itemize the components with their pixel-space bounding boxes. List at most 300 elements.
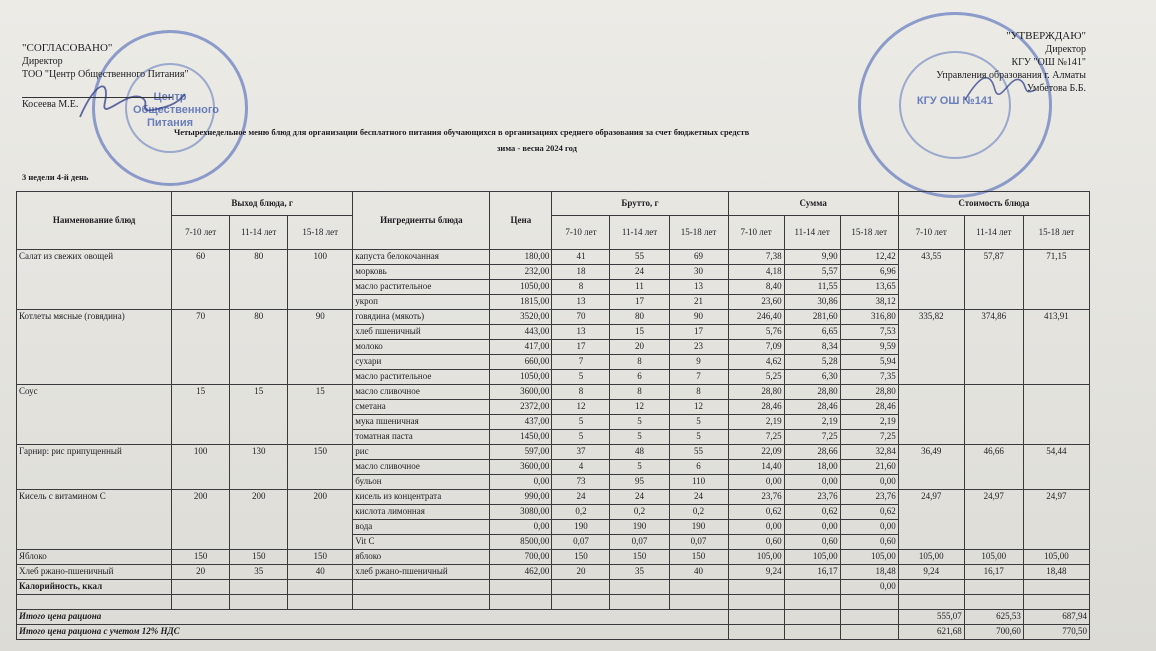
approval-right: [936, 30, 1086, 95]
total_vat-value: 770,50: [1023, 625, 1089, 640]
ingredient-sum: 38,12: [840, 295, 898, 310]
ingredient-name: вода: [353, 520, 490, 535]
ingredient-name: масло сливочное: [353, 460, 490, 475]
ingredient-sum: 0,00: [784, 475, 840, 490]
col-dish: Наименование блюд: [17, 192, 172, 250]
ingredient-sum: 105,00: [840, 550, 898, 565]
ingredient-brutto: 4: [552, 460, 610, 475]
dish-output: 130: [230, 445, 288, 490]
ingredient-sum: 12,42: [840, 250, 898, 265]
ingredient-price: 1050,00: [490, 280, 552, 295]
ingredient-brutto: 6: [669, 460, 728, 475]
dish-cost: 16,17: [964, 565, 1023, 580]
age-header-age1: 7-10 лет: [552, 216, 610, 250]
ingredient-brutto: 17: [669, 325, 728, 340]
ingredient-sum: 6,65: [784, 325, 840, 340]
ingredient-sum: 18,00: [784, 460, 840, 475]
ingredient-name: морковь: [353, 265, 490, 280]
empty-cell: [490, 595, 552, 610]
ingredient-brutto: 5: [669, 415, 728, 430]
left-org: ТОО "Центр Общественного Питания": [22, 69, 189, 80]
ingredient-brutto: 13: [669, 280, 728, 295]
ingredient-sum: 0,00: [728, 520, 784, 535]
ingredient-sum: 6,30: [784, 370, 840, 385]
dish-output: 100: [172, 445, 230, 490]
ingredient-name: кисель из концентрата: [353, 490, 490, 505]
dish-cost: 105,00: [898, 550, 964, 565]
ingredient-brutto: 0,07: [552, 535, 610, 550]
empty-cell: [898, 595, 964, 610]
ingredient-brutto: 12: [669, 400, 728, 415]
ingredient-brutto: 190: [610, 520, 669, 535]
col-price: Цена: [490, 192, 552, 250]
ingredient-sum: 28,46: [784, 400, 840, 415]
dish-output: 90: [288, 310, 353, 385]
ingredient-name: говядина (мякоть): [353, 310, 490, 325]
dish-name: Гарнир: рис припущенный: [17, 445, 172, 490]
ingredient-brutto: 5: [610, 460, 669, 475]
ingredient-brutto: 8: [552, 280, 610, 295]
ingredient-price: 2372,00: [490, 400, 552, 415]
ingredient-sum: 7,25: [784, 430, 840, 445]
menu-subtitle: зима - весна 2024 год: [497, 143, 577, 153]
menu-table: [16, 191, 1090, 640]
ingredient-brutto: 0,2: [669, 505, 728, 520]
dish-output: 150: [230, 550, 288, 565]
ingredient-sum: 28,80: [784, 385, 840, 400]
empty-cell: [353, 580, 490, 595]
ingredient-sum: 4,18: [728, 265, 784, 280]
dish-output: 100: [288, 250, 353, 310]
empty-cell: [784, 610, 840, 625]
ingredient-brutto: 20: [610, 340, 669, 355]
ingredient-brutto: 5: [669, 430, 728, 445]
empty-cell: [728, 595, 784, 610]
dish-output: 15: [230, 385, 288, 445]
ingredient-sum: 23,60: [728, 295, 784, 310]
ingredient-brutto: 8: [610, 385, 669, 400]
ingredient-brutto: 9: [669, 355, 728, 370]
ingredient-price: 462,00: [490, 565, 552, 580]
ingredient-brutto: 41: [552, 250, 610, 265]
ingredient-brutto: 95: [610, 475, 669, 490]
agreed-label: "СОГЛАСОВАНО": [22, 42, 113, 54]
menu-body: [17, 250, 1090, 640]
ingredient-name: томатная паста: [353, 430, 490, 445]
ingredient-name: укроп: [353, 295, 490, 310]
ingredient-sum: 28,46: [840, 400, 898, 415]
ingredient-name: рис: [353, 445, 490, 460]
age-header-age3: 15-18 лет: [288, 216, 353, 250]
right-position: Директор: [1045, 44, 1086, 55]
dish-cost: 9,24: [898, 565, 964, 580]
dish-output: 80: [230, 310, 288, 385]
ingredient-name: масло растительное: [353, 280, 490, 295]
col-brutto: Брутто, г: [552, 192, 728, 216]
ingredient-brutto: 48: [610, 445, 669, 460]
ingredient-brutto: 90: [669, 310, 728, 325]
ingredient-brutto: 190: [669, 520, 728, 535]
ingredient-sum: 5,76: [728, 325, 784, 340]
ingredient-brutto: 17: [552, 340, 610, 355]
dish-output: 15: [288, 385, 353, 445]
ingredient-brutto: 150: [669, 550, 728, 565]
age-header-age1: 7-10 лет: [172, 216, 230, 250]
ingredient-brutto: 15: [610, 325, 669, 340]
ingredient-brutto: 37: [552, 445, 610, 460]
empty-cell: [840, 625, 898, 640]
ingredient-sum: 0,60: [784, 535, 840, 550]
ingredient-sum: 0,60: [840, 535, 898, 550]
ingredient-brutto: 24: [552, 490, 610, 505]
ingredient-sum: 0,62: [784, 505, 840, 520]
ingredient-name: кислота лимонная: [353, 505, 490, 520]
ingredient-price: 1050,00: [490, 370, 552, 385]
ingredient-sum: 23,76: [784, 490, 840, 505]
ingredient-sum: 105,00: [784, 550, 840, 565]
ingredient-brutto: 5: [552, 370, 610, 385]
ingredient-price: 3600,00: [490, 460, 552, 475]
ingredient-brutto: 0,07: [669, 535, 728, 550]
age-header-row: [17, 216, 1090, 250]
dish-output: 200: [230, 490, 288, 550]
age-header-age2: 11-14 лет: [964, 216, 1023, 250]
age-header-age2: 11-14 лет: [784, 216, 840, 250]
dish-cost: 24,97: [898, 490, 964, 550]
dish-output: 80: [230, 250, 288, 310]
age-header-age1: 7-10 лет: [898, 216, 964, 250]
dish-cost: 46,66: [964, 445, 1023, 490]
ingredient-name: молоко: [353, 340, 490, 355]
dish-output: 200: [288, 490, 353, 550]
empty-cell: [669, 580, 728, 595]
empty-cell: [1023, 580, 1089, 595]
ingredient-brutto: 110: [669, 475, 728, 490]
total-value: 555,07: [898, 610, 964, 625]
calories-row: [17, 580, 1090, 595]
ingredient-sum: 105,00: [728, 550, 784, 565]
dish-cost: 413,91: [1023, 310, 1089, 385]
ingredient-sum: 4,62: [728, 355, 784, 370]
ingredient-sum: 28,66: [784, 445, 840, 460]
left-stamp-text: Центр Общественного Питания: [133, 91, 220, 129]
ingredient-brutto: 5: [610, 430, 669, 445]
dish-cost: 335,82: [898, 310, 964, 385]
ingredient-name: масло сливочное: [353, 385, 490, 400]
menu-title: Четырехнедельное меню блюд для организации бесплатного питания обучающихся в организациях среднего образования за счет бюджетных средств: [174, 127, 750, 137]
spacer-row: [17, 595, 1090, 610]
col-sum: Сумма: [728, 192, 898, 216]
dish-cost: 71,15: [1023, 250, 1089, 310]
age-header-age3: 15-18 лет: [840, 216, 898, 250]
approval-left: [22, 42, 189, 111]
ingredient-sum: 7,53: [840, 325, 898, 340]
col-cost: Стоимость блюда: [898, 192, 1089, 216]
dish-output: 200: [172, 490, 230, 550]
empty-cell: [552, 580, 610, 595]
table-row: [17, 445, 1090, 460]
table-row: [17, 310, 1090, 325]
empty-cell: [728, 610, 784, 625]
empty-cell: [784, 580, 840, 595]
empty-cell: [17, 595, 172, 610]
week-day: 3 недели 4-й день: [22, 172, 89, 182]
ingredient-sum: 9,90: [784, 250, 840, 265]
ingredient-name: бульон: [353, 475, 490, 490]
ingredient-price: 3600,00: [490, 385, 552, 400]
right-dept: Управления образования г. Алматы: [936, 70, 1086, 81]
dish-cost: 43,55: [898, 250, 964, 310]
dish-output: 15: [172, 385, 230, 445]
ingredient-sum: 7,38: [728, 250, 784, 265]
ingredient-brutto: 7: [552, 355, 610, 370]
ingredient-brutto: 70: [552, 310, 610, 325]
table-row: [17, 385, 1090, 400]
table-row: [17, 565, 1090, 580]
empty-cell: [669, 595, 728, 610]
total-value: 687,94: [1023, 610, 1089, 625]
ingredient-sum: 23,76: [728, 490, 784, 505]
ingredient-brutto: 5: [552, 430, 610, 445]
ingredient-price: 660,00: [490, 355, 552, 370]
empty-cell: [898, 580, 964, 595]
ingredient-sum: 28,80: [728, 385, 784, 400]
ingredient-brutto: 21: [669, 295, 728, 310]
ingredient-name: сметана: [353, 400, 490, 415]
ingredient-brutto: 0,07: [610, 535, 669, 550]
ingredient-name: хлеб ржано-пшеничный: [353, 565, 490, 580]
dish-cost: 54,44: [1023, 445, 1089, 490]
empty-cell: [552, 595, 610, 610]
total_vat-value: 700,60: [964, 625, 1023, 640]
ingredient-brutto: 190: [552, 520, 610, 535]
ingredient-price: 417,00: [490, 340, 552, 355]
ingredient-sum: 0,62: [840, 505, 898, 520]
calories-label: Калорийность, ккал: [17, 580, 172, 595]
ingredient-sum: 8,34: [784, 340, 840, 355]
empty-cell: [784, 625, 840, 640]
empty-cell: [288, 580, 353, 595]
dish-cost: 24,97: [964, 490, 1023, 550]
dish-name: Кисель с витамином С: [17, 490, 172, 550]
left-position: Директор: [22, 56, 63, 67]
ingredient-price: 180,00: [490, 250, 552, 265]
ingredient-sum: 13,65: [840, 280, 898, 295]
ingredient-name: капуста белокочанная: [353, 250, 490, 265]
ingredient-sum: 22,09: [728, 445, 784, 460]
age-header-age2: 11-14 лет: [230, 216, 288, 250]
empty-cell: [728, 625, 784, 640]
ingredient-price: 1815,00: [490, 295, 552, 310]
ingredient-brutto: 30: [669, 265, 728, 280]
ingredient-price: 597,00: [490, 445, 552, 460]
ingredient-brutto: 13: [552, 325, 610, 340]
ingredient-brutto: 23: [669, 340, 728, 355]
empty-cell: [288, 595, 353, 610]
ingredient-sum: 281,60: [784, 310, 840, 325]
ingredient-name: Vit C: [353, 535, 490, 550]
ingredient-sum: 0,00: [784, 520, 840, 535]
ingredient-brutto: 35: [610, 565, 669, 580]
calories-value: 0,00: [840, 580, 898, 595]
empty-cell: [728, 580, 784, 595]
col-output: Выход блюда, г: [172, 192, 353, 216]
ingredient-sum: 11,55: [784, 280, 840, 295]
ingredient-sum: 2,19: [728, 415, 784, 430]
ingredient-sum: 16,17: [784, 565, 840, 580]
ingredient-price: 232,00: [490, 265, 552, 280]
ingredient-sum: 14,40: [728, 460, 784, 475]
ingredient-price: 3080,00: [490, 505, 552, 520]
ingredient-sum: 0,00: [840, 475, 898, 490]
dish-output: 70: [172, 310, 230, 385]
dish-name: Яблоко: [17, 550, 172, 565]
ingredient-brutto: 7: [669, 370, 728, 385]
ingredient-brutto: 150: [552, 550, 610, 565]
dish-cost: 36,49: [898, 445, 964, 490]
ingredient-sum: 6,96: [840, 265, 898, 280]
ingredient-sum: 8,40: [728, 280, 784, 295]
approved-label: "УТВЕРЖДАЮ": [1006, 30, 1086, 42]
total-row: [17, 610, 1090, 625]
table-row: [17, 490, 1090, 505]
dish-cost: 24,97: [1023, 490, 1089, 550]
age-header-age2: 11-14 лет: [610, 216, 669, 250]
dish-name: Котлеты мясные (говядина): [17, 310, 172, 385]
ingredient-brutto: 13: [552, 295, 610, 310]
ingredient-sum: 18,48: [840, 565, 898, 580]
dish-output: 35: [230, 565, 288, 580]
ingredient-sum: 5,94: [840, 355, 898, 370]
ingredient-sum: 0,60: [728, 535, 784, 550]
ingredient-brutto: 40: [669, 565, 728, 580]
dish-output: 150: [288, 550, 353, 565]
empty-cell: [840, 595, 898, 610]
ingredient-brutto: 11: [610, 280, 669, 295]
ingredient-brutto: 5: [610, 415, 669, 430]
empty-cell: [353, 595, 490, 610]
ingredient-brutto: 8: [669, 385, 728, 400]
ingredient-sum: 7,35: [840, 370, 898, 385]
empty-cell: [964, 595, 1023, 610]
dish-cost: 57,87: [964, 250, 1023, 310]
dish-cost: 105,00: [1023, 550, 1089, 565]
ingredient-sum: 5,28: [784, 355, 840, 370]
ingredient-sum: 9,24: [728, 565, 784, 580]
dish-cost: [964, 385, 1023, 445]
empty-cell: [784, 595, 840, 610]
dish-output: 20: [172, 565, 230, 580]
ingredient-price: 1450,00: [490, 430, 552, 445]
dish-output: 150: [288, 445, 353, 490]
ingredient-sum: 28,80: [840, 385, 898, 400]
table-row: [17, 250, 1090, 265]
ingredient-name: масло растительное: [353, 370, 490, 385]
dish-output: 60: [172, 250, 230, 310]
ingredient-sum: 5,25: [728, 370, 784, 385]
left-signer-name: Косеева М.Е.: [22, 99, 79, 110]
ingredient-sum: 2,19: [840, 415, 898, 430]
ingredient-sum: 21,60: [840, 460, 898, 475]
ingredient-brutto: 150: [610, 550, 669, 565]
total_vat-value: 621,68: [898, 625, 964, 640]
ingredient-price: 0,00: [490, 520, 552, 535]
empty-cell: [230, 595, 288, 610]
dish-name: Хлеб ржано-пшеничный: [17, 565, 172, 580]
ingredient-name: хлеб пшеничный: [353, 325, 490, 340]
table-row: [17, 550, 1090, 565]
empty-cell: [610, 595, 669, 610]
empty-cell: [1023, 595, 1089, 610]
dish-output: 150: [172, 550, 230, 565]
ingredient-brutto: 20: [552, 565, 610, 580]
ingredient-brutto: 0,2: [552, 505, 610, 520]
age-header-age3: 15-18 лет: [1023, 216, 1089, 250]
right-stamp-text: КГУ ОШ №141: [916, 95, 994, 107]
empty-cell: [490, 580, 552, 595]
ingredient-brutto: 18: [552, 265, 610, 280]
empty-cell: [230, 580, 288, 595]
ingredient-price: 443,00: [490, 325, 552, 340]
ingredient-sum: 0,62: [728, 505, 784, 520]
ingredient-brutto: 69: [669, 250, 728, 265]
total-value: 625,53: [964, 610, 1023, 625]
ingredient-brutto: 12: [610, 400, 669, 415]
empty-cell: [964, 580, 1023, 595]
col-ingredients: Ингредиенты блюда: [353, 192, 490, 250]
dish-cost: [1023, 385, 1089, 445]
ingredient-name: сухари: [353, 355, 490, 370]
ingredient-sum: 316,80: [840, 310, 898, 325]
ingredient-sum: 7,09: [728, 340, 784, 355]
ingredient-sum: 7,25: [728, 430, 784, 445]
dish-cost: 105,00: [964, 550, 1023, 565]
dish-cost: 18,48: [1023, 565, 1089, 580]
ingredient-price: 3520,00: [490, 310, 552, 325]
ingredient-brutto: 8: [552, 385, 610, 400]
empty-cell: [172, 595, 230, 610]
ingredient-brutto: 55: [669, 445, 728, 460]
ingredient-price: 437,00: [490, 415, 552, 430]
ingredient-sum: 23,76: [840, 490, 898, 505]
ingredient-brutto: 12: [552, 400, 610, 415]
ingredient-name: яблоко: [353, 550, 490, 565]
ingredient-sum: 246,40: [728, 310, 784, 325]
ingredient-brutto: 24: [610, 490, 669, 505]
ingredient-brutto: 6: [610, 370, 669, 385]
ingredient-sum: 7,25: [840, 430, 898, 445]
dish-output: 40: [288, 565, 353, 580]
ingredient-brutto: 73: [552, 475, 610, 490]
dish-name: Соус: [17, 385, 172, 445]
ingredient-brutto: 24: [669, 490, 728, 505]
ingredient-price: 990,00: [490, 490, 552, 505]
age-header-age3: 15-18 лет: [669, 216, 728, 250]
total_vat-row: [17, 625, 1090, 640]
dish-cost: [898, 385, 964, 445]
ingredient-sum: 0,00: [728, 475, 784, 490]
ingredient-brutto: 8: [610, 355, 669, 370]
dish-name: Салат из свежих овощей: [17, 250, 172, 310]
empty-cell: [610, 580, 669, 595]
empty-cell: [172, 580, 230, 595]
ingredient-sum: 9,59: [840, 340, 898, 355]
right-org: КГУ "ОШ №141": [1011, 57, 1086, 68]
total-label: Итого цена рациона: [17, 610, 729, 625]
ingredient-price: 0,00: [490, 475, 552, 490]
ingredient-brutto: 0,2: [610, 505, 669, 520]
ingredient-brutto: 5: [552, 415, 610, 430]
